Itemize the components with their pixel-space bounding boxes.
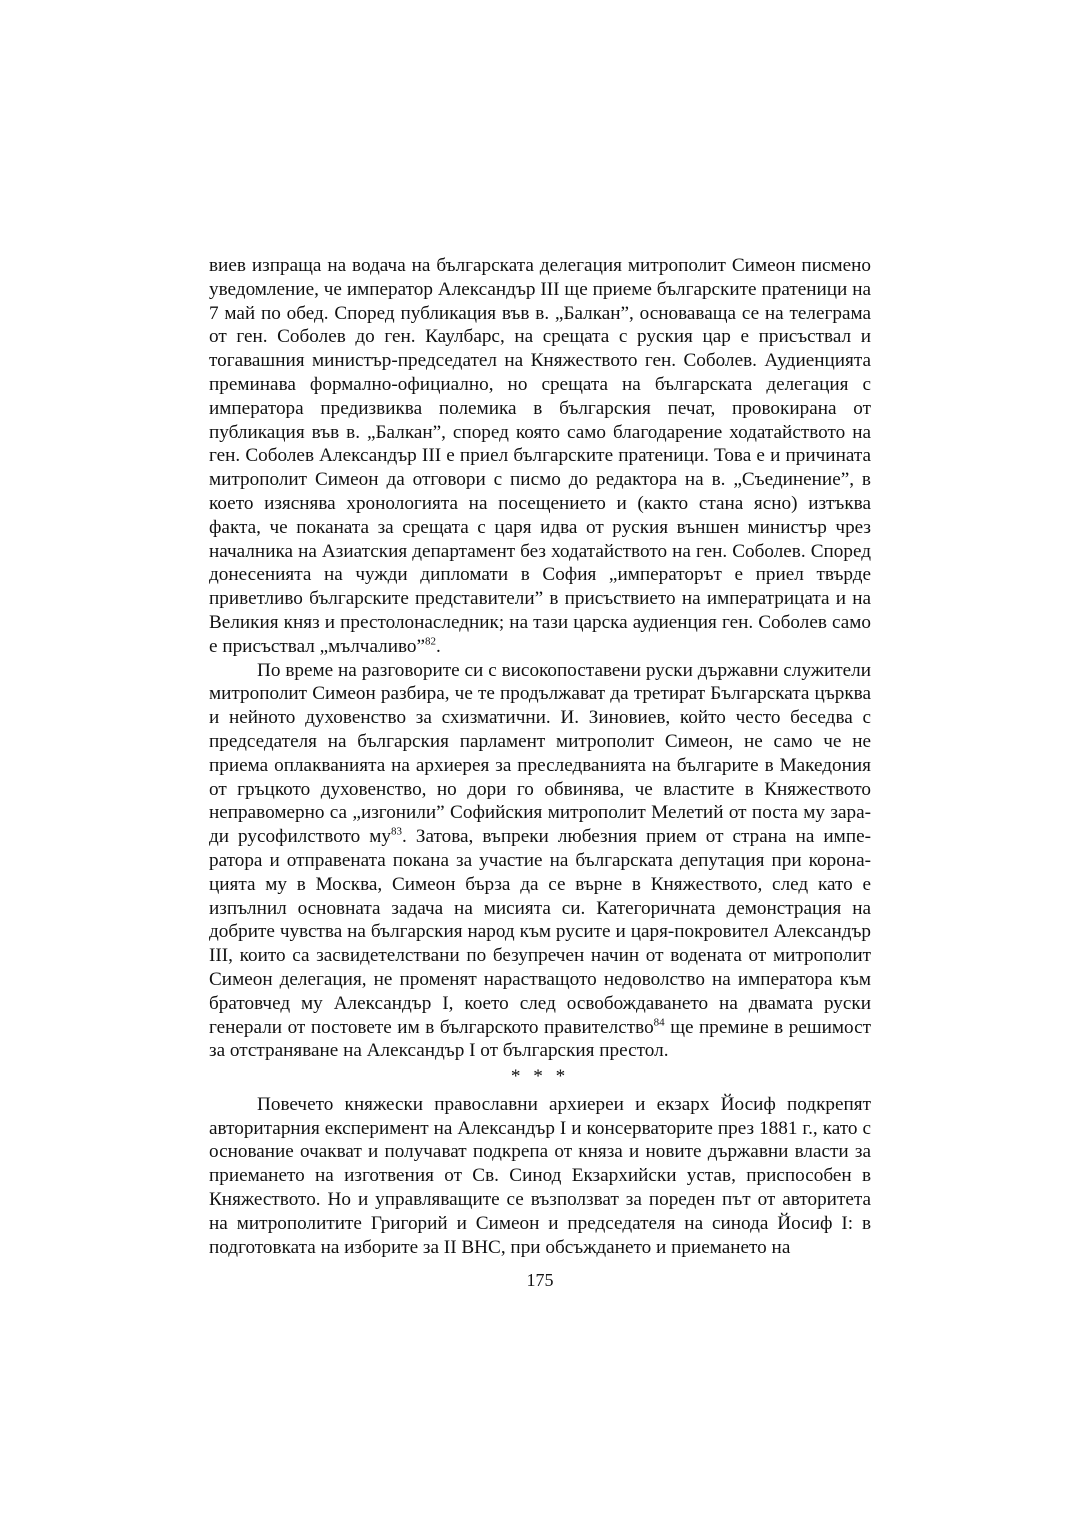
paragraph-2-part-c: ще премине в решимост за отстраняване на Александър I от българския престол. (209, 1016, 871, 1062)
page-number: 175 (526, 1270, 554, 1290)
paragraph-2-part-b: . Затова, въпреки любезния прием от страна на императора и отправената покана за участие на българската депутация при коронацията му в Москва, Симеон бърза да се върне в Княжеството, след като е изпълнил основната задача на мисията си. Категоричната демонстрация на добрите чувства на българския народ към русите и царя-покровител Александър III, които са засвидетелствани по безупречен начин от водената от митрополит Симеон делегация, не променят нарастващото недоволство на императора към братовчед му Александър I, което след освобождаването на двамата руски генерали от постовете им в българското правителство (209, 826, 871, 1038)
paragraph-1-tail: . (436, 635, 441, 657)
footnote-ref-84[interactable]: 84 (653, 1016, 665, 1029)
paragraph-3-text: Повечето княжески православни архиереи и екзарх Йосиф подкрепят авторитарния експеримент на Александър I и консерваторите през 1881 г., като с основание очакват и получават подкрепа от княза и новите държавни власти за приемането на изготвения от Св. Синод Екзархийски устав, приспособен в Княжеството. Но и управляващите се възползват за пореден път от авторитета на митрополитите Григорий и Симеон и председателя на синода Йосиф I: в подготовката на изборите за II ВНС, при обсъждането и приемането на (209, 1093, 871, 1258)
footnote-ref-82[interactable]: 82 (425, 635, 437, 648)
body-text (209, 254, 871, 1259)
paragraph-2-part-a: По време на разговорите си с високопоставени руски държавни служители митрополит Симеон разбира, че те продължават да третират Българската църква и нейното духовенство за схизматични. И. Зиновиев, който често беседва с председателя на българския парламент митрополит Симеон, не само че не приема оплакванията на архиерея за преследванията на българите в Македония от гръцкото духовенство, но дори го обвинява, че властите в Княжеството неправомерно са „изгонили” Софийския митрополит Мелетий от поста му заради русофилството му (209, 659, 871, 848)
section-separator: * * * (510, 1066, 570, 1088)
paragraph-3 (209, 1093, 871, 1260)
paragraph-1 (209, 254, 871, 659)
footnote-ref-83[interactable]: 83 (391, 825, 403, 838)
paragraph-1-text: виев изпраща на водача на българската делегация митрополит Симеон писмено уведомление, че император Александър III ще приеме българските пратеници на 7 май по обед. Според публикация във в. „Балкан”, основаваща се на телеграма от ген. Соболев до ген. Каулбарс, на срещата с руския цар е присъствал и тогавашния министър-председател на Княжеството ген. Соболев. Аудиенцията преминава формално-официално, но срещата на българската делегация с императора предизвиква полемика в българския печат, провокирана от публикация във в. „Балкан”, според която само благодарение ходатайството на ген. Соболев Александър III е приел българските пратеници. Това е и причината митрополит Симеон да отговори с писмо до редактора на в. „Съединение”, в което изяснява хронологията на посещението и (както стана ясно) изтъква факта, че поканата за срещата с царя идва от руския външен министър чрез началника на Азиатския департамент без ходатайството на ген. Соболев. Според донесенията на чужди дипломати в София „императорът е приел твърде приветливо българските представители” в присъствието на императрицата и на Великия княз и престолонаследник; на тази царска аудиенция ген. Соболев само е присъствал „мълчаливо” (209, 255, 871, 657)
paragraph-2 (209, 659, 871, 1064)
